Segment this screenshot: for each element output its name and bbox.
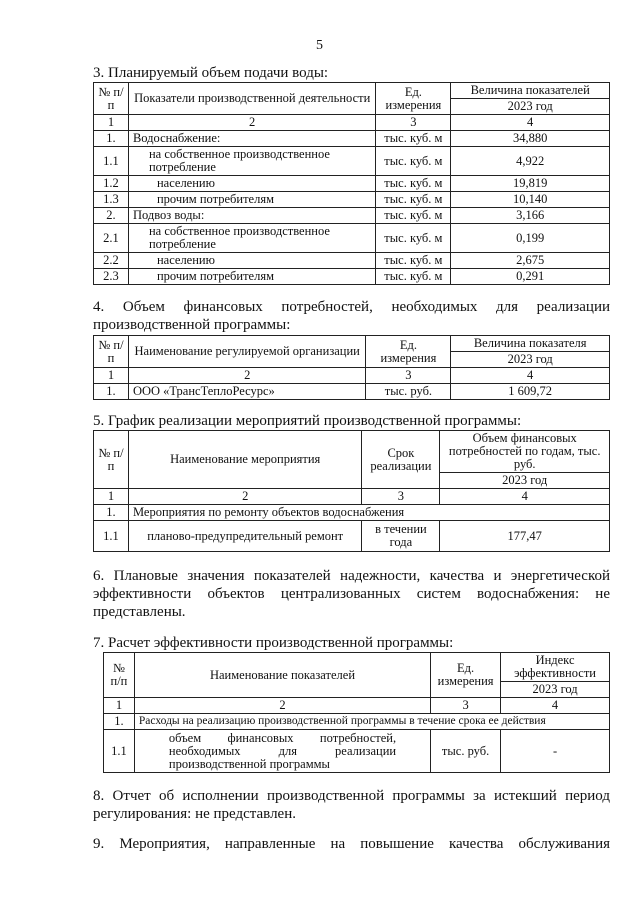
row-unit: тыс. куб. м xyxy=(376,131,451,147)
header-name: Показатели производственной деятельности xyxy=(128,83,375,115)
row-term: в течении года xyxy=(362,521,440,552)
table-header-row xyxy=(94,431,610,473)
header-value: Объем финансовых потребностей по годам, тыс. руб. xyxy=(440,431,610,473)
row-unit: тыс. руб. xyxy=(431,730,501,773)
col-number: 1 xyxy=(94,115,129,131)
table-header-row xyxy=(94,83,610,99)
header-num: № п/п xyxy=(94,431,129,489)
row-value: 10,140 xyxy=(451,192,610,208)
table-row xyxy=(94,521,610,552)
row-name: ООО «ТрансТеплоРесурс» xyxy=(128,384,366,400)
header-num: № п/п xyxy=(94,336,129,368)
col-number: 2 xyxy=(128,368,366,384)
row-value: 1 609,72 xyxy=(451,384,610,400)
section-6-line: 6. Плановые значения показателей надежности, качества и энергетической xyxy=(93,568,610,584)
row-name: Расходы на реализацию производственной программы в течение срока ее действия xyxy=(134,714,609,730)
section-4-heading-line: производственной программы: xyxy=(93,317,291,333)
column-number-row xyxy=(94,368,610,384)
row-value: - xyxy=(501,730,610,773)
section-4-heading xyxy=(93,298,610,334)
section-8-text xyxy=(93,787,610,823)
column-number-row xyxy=(104,698,610,714)
table-row xyxy=(94,269,610,285)
section-6-text xyxy=(93,567,610,621)
header-value: Величина показателей xyxy=(451,83,610,99)
table-group-row xyxy=(104,714,610,730)
row-name: на собственное производственное потребление xyxy=(128,147,375,176)
row-num: 2.3 xyxy=(94,269,129,285)
row-name: планово-предупредительный ремонт xyxy=(128,521,361,552)
row-num: 2. xyxy=(94,208,129,224)
section-4-heading-line: 4. Объем финансовых потребностей, необходимых для реализации xyxy=(93,299,610,315)
table-row xyxy=(94,224,610,253)
header-unit: Ед. измерения xyxy=(366,336,451,368)
row-name: объем финансовых потребностей, необходимых для реализации производственной программы xyxy=(134,730,430,773)
table-row xyxy=(94,384,610,400)
col-number: 4 xyxy=(501,698,610,714)
row-name: прочим потребителям xyxy=(128,192,375,208)
section-6-line: эффективности объектов централизованных систем водоснабжения: не xyxy=(93,586,610,602)
row-value: 0,199 xyxy=(451,224,610,253)
col-number: 4 xyxy=(451,368,610,384)
water-supply-table xyxy=(93,82,610,285)
section-7-heading: 7. Расчет эффективности производственной программы: xyxy=(93,635,454,651)
col-number: 3 xyxy=(376,115,451,131)
row-unit: тыс. куб. м xyxy=(376,269,451,285)
col-number: 3 xyxy=(366,368,451,384)
row-unit: тыс. куб. м xyxy=(376,253,451,269)
row-name: Мероприятия по ремонту объектов водоснабжения xyxy=(128,505,609,521)
header-unit: Ед. измерения xyxy=(376,83,451,115)
section-3-heading: 3. Планируемый объем подачи воды: xyxy=(93,65,329,81)
row-value: 177,47 xyxy=(440,521,610,552)
header-num: № п/п xyxy=(104,653,135,698)
row-name: Подвоз воды: xyxy=(128,208,375,224)
row-num: 2.2 xyxy=(94,253,129,269)
row-value: 19,819 xyxy=(451,176,610,192)
header-value: Индекс эффективности xyxy=(501,653,610,682)
row-unit: тыс. куб. м xyxy=(376,176,451,192)
row-num: 1. xyxy=(94,505,129,521)
row-unit: тыс. руб. xyxy=(366,384,451,400)
header-value: Величина показателя xyxy=(451,336,610,352)
row-name: на собственное производственное потребление xyxy=(128,224,375,253)
col-number: 4 xyxy=(440,489,610,505)
section-6-line: представлены. xyxy=(93,604,186,620)
col-number: 1 xyxy=(104,698,135,714)
row-num: 2.1 xyxy=(94,224,129,253)
table-row xyxy=(94,253,610,269)
header-num: № п/п xyxy=(94,83,129,115)
schedule-table xyxy=(93,430,610,552)
table-group-row xyxy=(94,505,610,521)
row-value: 2,675 xyxy=(451,253,610,269)
row-value: 3,166 xyxy=(451,208,610,224)
row-name: прочим потребителям xyxy=(128,269,375,285)
header-name: Наименование мероприятия xyxy=(128,431,361,489)
section-8-line: 8. Отчет об исполнении производственной программы за истекший период xyxy=(93,788,610,804)
row-num: 1. xyxy=(94,384,129,400)
col-number: 1 xyxy=(94,489,129,505)
col-number: 3 xyxy=(431,698,501,714)
financial-needs-table xyxy=(93,335,610,400)
row-unit: тыс. куб. м xyxy=(376,208,451,224)
page-number: 5 xyxy=(316,38,323,53)
col-number: 2 xyxy=(128,489,361,505)
efficiency-table xyxy=(103,652,610,773)
col-number: 1 xyxy=(94,368,129,384)
table-row xyxy=(104,730,610,773)
row-value: 34,880 xyxy=(451,131,610,147)
row-name: населению xyxy=(128,176,375,192)
table-row xyxy=(94,176,610,192)
table-header-row xyxy=(104,653,610,682)
col-number: 3 xyxy=(362,489,440,505)
row-num: 1.1 xyxy=(104,730,135,773)
section-5-heading: 5. График реализации мероприятий производственной программы: xyxy=(93,413,522,429)
header-name: Наименование показателей xyxy=(134,653,430,698)
row-name: Водоснабжение: xyxy=(128,131,375,147)
row-num: 1.1 xyxy=(94,147,129,176)
table-row xyxy=(94,208,610,224)
header-year: 2023 год xyxy=(501,682,610,698)
row-name: населению xyxy=(128,253,375,269)
row-value: 4,922 xyxy=(451,147,610,176)
table-header-row xyxy=(94,336,610,352)
col-number: 2 xyxy=(134,698,430,714)
header-term: Срок реализации xyxy=(362,431,440,489)
column-number-row xyxy=(94,115,610,131)
row-unit: тыс. куб. м xyxy=(376,224,451,253)
section-8-line: регулирования: не представлен. xyxy=(93,806,296,822)
section-9-text xyxy=(93,835,610,853)
table-row xyxy=(94,131,610,147)
row-num: 1.1 xyxy=(94,521,129,552)
table-row xyxy=(94,192,610,208)
header-year: 2023 год xyxy=(451,99,610,115)
row-num: 1.3 xyxy=(94,192,129,208)
row-value: 0,291 xyxy=(451,269,610,285)
section-9-line: 9. Мероприятия, направленные на повышение качества обслуживания xyxy=(93,836,610,852)
header-year: 2023 год xyxy=(451,352,610,368)
row-num: 1. xyxy=(104,714,135,730)
col-number: 4 xyxy=(451,115,610,131)
table-row xyxy=(94,147,610,176)
header-name: Наименование регулируемой организации xyxy=(128,336,366,368)
row-num: 1.2 xyxy=(94,176,129,192)
row-unit: тыс. куб. м xyxy=(376,147,451,176)
header-year: 2023 год xyxy=(440,473,610,489)
row-num: 1. xyxy=(94,131,129,147)
row-unit: тыс. куб. м xyxy=(376,192,451,208)
col-number: 2 xyxy=(128,115,375,131)
column-number-row xyxy=(94,489,610,505)
header-unit: Ед. измерения xyxy=(431,653,501,698)
